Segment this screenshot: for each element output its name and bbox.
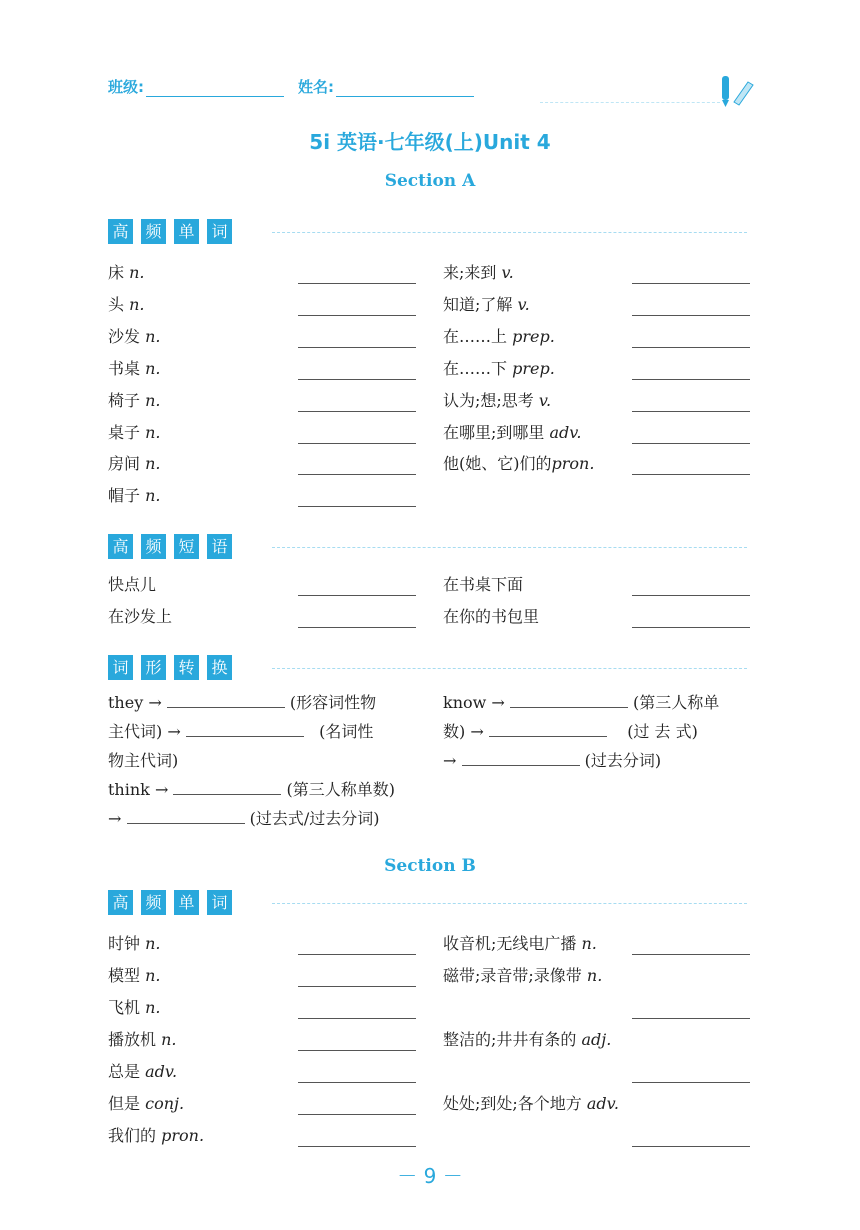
phrase-item: 在书桌下面	[443, 575, 524, 594]
heading-char: 高	[108, 534, 133, 559]
answer-blank[interactable]	[632, 1146, 750, 1147]
answer-blank[interactable]	[127, 809, 245, 824]
answer-blank[interactable]	[632, 595, 750, 596]
answer-blank[interactable]	[462, 751, 580, 766]
form-note: (第三人称单	[633, 693, 720, 712]
word-item: 时钟 n.	[108, 934, 161, 953]
answer-blank[interactable]	[632, 315, 750, 316]
heading-char: 词	[207, 890, 232, 915]
word-item: 他(她、它)们的pron.	[443, 454, 595, 473]
word-forms-left	[108, 688, 428, 833]
answer-blank[interactable]	[510, 693, 628, 708]
name-blank[interactable]	[336, 78, 474, 97]
heading-divider	[272, 668, 747, 669]
answer-blank[interactable]	[173, 780, 281, 795]
form-note: (名词性	[319, 722, 374, 741]
answer-blank[interactable]	[632, 283, 750, 284]
word-item: 知道;了解 v.	[443, 295, 530, 314]
answer-blank[interactable]	[632, 379, 750, 380]
word-item: 总是 adv.	[108, 1062, 178, 1081]
heading-char: 词	[108, 655, 133, 680]
header-rule	[540, 102, 720, 103]
answer-blank[interactable]	[298, 474, 416, 475]
answer-blank[interactable]	[298, 1114, 416, 1115]
heading-char: 频	[141, 219, 166, 244]
word-forms-right	[443, 688, 763, 775]
form-arrow: →	[443, 751, 457, 770]
answer-blank[interactable]	[167, 693, 285, 708]
word-item: 床 n.	[108, 263, 145, 282]
answer-blank[interactable]	[298, 347, 416, 348]
answer-blank[interactable]	[298, 954, 416, 955]
word-item: 但是 conj.	[108, 1094, 185, 1113]
answer-blank[interactable]	[298, 443, 416, 444]
word-item: 在……上 prep.	[443, 327, 555, 346]
word-item: 椅子 n.	[108, 391, 161, 410]
answer-blank[interactable]	[632, 411, 750, 412]
answer-blank[interactable]	[298, 411, 416, 412]
answer-blank[interactable]	[298, 1146, 416, 1147]
answer-blank[interactable]	[298, 283, 416, 284]
phrase-item: 快点儿	[108, 575, 157, 594]
answer-blank[interactable]	[298, 315, 416, 316]
phrase-item: 在你的书包里	[443, 607, 540, 626]
pen-icon	[716, 74, 756, 108]
class-blank[interactable]	[146, 78, 284, 97]
form-note: (过去分词)	[584, 751, 662, 770]
form-note: (形容词性物	[289, 693, 377, 712]
word-item: 处处;到处;各个地方 adv.	[443, 1094, 619, 1113]
heading-divider	[272, 547, 747, 548]
page-title: 5i 英语·七年级(上)Unit 4	[309, 130, 551, 154]
form-word: think →	[108, 780, 169, 799]
class-label: 班级:	[108, 78, 144, 96]
page-number: － 9 －	[397, 1164, 463, 1188]
heading-char: 高	[108, 219, 133, 244]
word-item: 帽子 n.	[108, 486, 161, 505]
word-item: 认为;想;思考 v.	[443, 391, 552, 410]
answer-blank[interactable]	[298, 627, 416, 628]
answer-blank[interactable]	[298, 986, 416, 987]
answer-blank[interactable]	[632, 443, 750, 444]
answer-blank[interactable]	[632, 347, 750, 348]
section-b-label: Section B	[384, 856, 476, 876]
form-note: 物主代词)	[108, 751, 179, 770]
answer-blank[interactable]	[298, 506, 416, 507]
heading-divider	[272, 903, 747, 904]
word-item: 播放机 n.	[108, 1030, 177, 1049]
word-item: 在……下 prep.	[443, 359, 555, 378]
word-item: 模型 n.	[108, 966, 161, 985]
answer-blank[interactable]	[298, 1082, 416, 1083]
heading-divider	[272, 232, 747, 233]
form-note: 主代词) →	[108, 722, 181, 741]
form-word: know →	[443, 693, 505, 712]
forms-heading	[108, 655, 232, 680]
form-note: (第三人称单数)	[286, 780, 396, 799]
word-item: 来;来到 v.	[443, 263, 514, 282]
heading-char: 单	[174, 219, 199, 244]
class-name-header	[108, 76, 474, 97]
form-note: 数) →	[443, 722, 484, 741]
words-heading-a	[108, 219, 232, 244]
form-arrow: →	[108, 809, 122, 828]
heading-char: 频	[141, 890, 166, 915]
answer-blank[interactable]	[632, 627, 750, 628]
word-item: 收音机;无线电广播 n.	[443, 934, 597, 953]
name-label: 姓名:	[298, 78, 334, 96]
form-note: (过去式/过去分词)	[249, 809, 380, 828]
word-item: 沙发 n.	[108, 327, 161, 346]
heading-char: 单	[174, 890, 199, 915]
heading-char: 词	[207, 219, 232, 244]
heading-char: 高	[108, 890, 133, 915]
answer-blank[interactable]	[298, 1050, 416, 1051]
answer-blank[interactable]	[298, 595, 416, 596]
answer-blank[interactable]	[298, 1018, 416, 1019]
word-item: 头 n.	[108, 295, 145, 314]
heading-char: 转	[174, 655, 199, 680]
answer-blank[interactable]	[489, 722, 607, 737]
answer-blank[interactable]	[298, 379, 416, 380]
word-item: 整洁的;井井有条的 adj.	[443, 1030, 612, 1049]
heading-char: 语	[207, 534, 232, 559]
form-note: (过 去 式)	[627, 722, 698, 741]
words-heading-b	[108, 890, 232, 915]
word-item: 房间 n.	[108, 454, 161, 473]
heading-char: 频	[141, 534, 166, 559]
answer-blank[interactable]	[632, 1018, 750, 1019]
heading-char: 形	[141, 655, 166, 680]
answer-blank[interactable]	[632, 474, 750, 475]
answer-blank[interactable]	[632, 1082, 750, 1083]
heading-char: 换	[207, 655, 232, 680]
word-item: 在哪里;到哪里 adv.	[443, 423, 582, 442]
answer-blank[interactable]	[186, 722, 304, 737]
word-item: 书桌 n.	[108, 359, 161, 378]
answer-blank[interactable]	[632, 954, 750, 955]
phrases-heading	[108, 534, 232, 559]
word-item: 桌子 n.	[108, 423, 161, 442]
word-item: 飞机 n.	[108, 998, 161, 1017]
form-word: they →	[108, 693, 162, 712]
phrase-item: 在沙发上	[108, 607, 173, 626]
word-item: 我们的 pron.	[108, 1126, 205, 1145]
section-a-label: Section A	[384, 171, 476, 191]
word-item: 磁带;录音带;录像带 n.	[443, 966, 603, 985]
heading-char: 短	[174, 534, 199, 559]
